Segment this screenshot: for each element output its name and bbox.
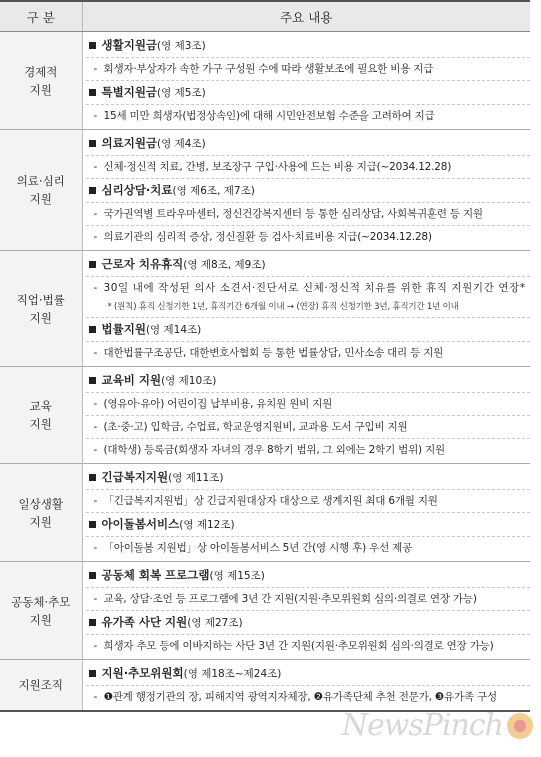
bullet-square-icon [89,572,96,579]
item-reference: (영 제4조) [157,138,206,150]
item-title: 공동체 회복 프로그램 [101,568,210,582]
table-row [0,130,530,251]
item-detail: - 「아이돌봄 지원법」상 아이돌봄서비스 5년 간(영 시행 후) 우선 제공 [86,536,531,559]
category-label: 직업·법률 [16,292,65,307]
category-cell [0,367,82,464]
item-reference: (영 제18조~제24조) [183,668,282,680]
support-item [86,662,531,685]
item-reference: (영 제6조, 제7조) [172,185,255,197]
watermark-logo-icon [507,713,533,739]
item-detail: - (대학생) 등록금(회생자 자녀의 경우 8학기 범위, 그 외에는 2학기 범위) 지원 [86,438,531,461]
category-label: 지원 [29,192,52,206]
bullet-square-icon [89,140,96,147]
support-item [86,564,531,587]
table-row [0,464,530,562]
table-row [0,32,530,130]
category-label: 지원 [29,310,52,325]
table-header-row [0,1,530,32]
support-item [86,34,531,57]
item-detail: - 희생자 추모 등에 이바지하는 사단 3년 간 지원(지원·추모위원회 심의·의결로 연장 가능) [86,634,531,657]
item-footnote: * (원칙) 휴직 신청기한 1년, 휴직기간 6개월 이내 → (연장) 휴직 신청기한 3년, 휴직기간 1년 이내 [107,302,459,312]
support-item [86,80,531,104]
category-label: 경제적 [24,64,58,79]
content-cell [82,130,530,251]
table-row [0,660,530,712]
item-reference: (영 제12조) [179,519,235,531]
item-title: 지원·추모위원회 [101,666,184,680]
item-reference: (영 제5조) [157,87,206,99]
item-detail: - 「긴급복지지원법」상 긴급지원대상자 대상으로 생계지원 최대 6개월 지원 [86,489,531,512]
item-reference: (영 제8조, 제9조) [183,259,266,271]
content-cell [82,562,530,660]
item-detail: - ❶관계 행정기관의 장, 피해지역 광역지자체장, ❷유가족단체 추천 전문가, ❸유가족 구성 [86,685,531,708]
item-detail: - 30일 내에 작성된 의사 소견서·진단서로 신체·정신적 치유를 위한 휴직 지원기간 연장* [86,276,531,299]
category-label: 지원 [29,82,52,97]
bullet-square-icon [89,326,96,333]
content-cell [82,251,530,367]
item-reference: (영 제27조) [187,617,243,629]
support-item [86,253,531,276]
bullet-square-icon [89,377,96,384]
table-row [0,562,530,660]
item-title: 특별지원금 [101,85,158,99]
bullet-square-icon [89,42,96,49]
item-detail: - (초·중·고) 입학금, 수업료, 학교운영지원비, 교과용 도서 구입비 지원 [86,415,531,438]
item-detail: - (영유아·유아) 어린이집 납부비용, 유치원 원비 지원 [86,392,531,415]
bullet-square-icon [89,187,96,194]
support-item [86,610,531,634]
item-detail: - 대한법률구조공단, 대한변호사협회 등 통한 법률상담, 민사소송 대리 등 지원 [86,341,531,364]
item-reference: (영 제14조) [145,324,202,336]
newspinch-watermark [342,708,533,743]
category-cell [0,464,82,562]
watermark-text: NewsPinch [341,708,503,743]
content-cell [82,367,530,464]
header-category: 구 분 [0,1,82,32]
item-reference: (영 제11조) [168,472,224,484]
category-label: 지원 [29,417,52,431]
category-label: 공동체·추모 [11,594,71,609]
item-detail: - 국가권역별 트라우마센터, 정신건강복지센터 등 통한 심리상담, 사회복귀훈련 등 지원 [86,202,531,225]
category-label: 일상생활 [18,496,63,511]
content-cell [82,464,530,562]
bullet-square-icon [89,619,96,626]
bullet-square-icon [89,521,96,528]
table-row [0,367,530,464]
item-title: 교육비 지원 [101,373,162,387]
item-detail: - 15세 미만 희생자(법정상속인)에 대해 시민안전보험 수준을 고려하여 지급 [86,104,531,127]
category-cell [0,130,82,251]
item-detail: - 교육, 상담·조언 등 프로그램에 3년 간 지원(지원·추모위원회 심의·의결로 연장 가능) [86,587,531,610]
table-row [0,251,530,367]
item-reference: (영 제15조) [209,570,265,582]
category-label: 교육 [29,399,52,413]
item-title: 아이돌봄서비스 [101,517,180,531]
support-item [86,369,531,392]
bullet-square-icon [89,474,96,481]
item-title: 법률지원 [101,322,146,336]
support-item [86,178,531,202]
item-title: 긴급복지지원 [101,470,169,484]
bullet-square-icon [89,670,96,677]
item-reference: (영 제3조) [157,40,206,52]
item-title: 근로자 치유휴직 [101,257,184,271]
item-title: 유가족 사단 지원 [101,615,188,629]
category-cell [0,251,82,367]
support-item [86,466,531,489]
bullet-square-icon [89,89,96,96]
support-item [86,512,531,536]
category-label: 의료·심리 [16,174,65,188]
category-cell [0,660,82,712]
category-cell [0,32,82,130]
category-label: 지원 [29,612,52,627]
item-reference: (영 제10조) [161,375,217,387]
category-label: 지원조직 [18,678,63,692]
item-title: 생활지원금 [101,38,158,52]
item-detail: - 회생자·부상자가 속한 가구 구성원 수에 따라 생활보조에 필요한 비용 지급 [86,57,531,80]
item-detail: - 신체·정신적 치료, 간병, 보조장구 구입·사용에 드는 비용 지급(~2034.12.28) [86,155,531,178]
support-item [86,317,531,341]
header-content: 주요 내용 [82,1,530,32]
support-item [86,132,531,155]
item-title: 의료지원금 [101,136,158,150]
content-cell [82,32,530,130]
content-cell [82,660,530,712]
bullet-square-icon [89,261,96,268]
item-detail: - 의료기관의 심리적 증상, 정신질환 등 검사·치료비용 지급(~2034.12.28) [86,225,531,248]
category-label: 지원 [29,514,52,529]
category-cell [0,562,82,660]
item-title: 심리상담·치료 [101,183,173,197]
